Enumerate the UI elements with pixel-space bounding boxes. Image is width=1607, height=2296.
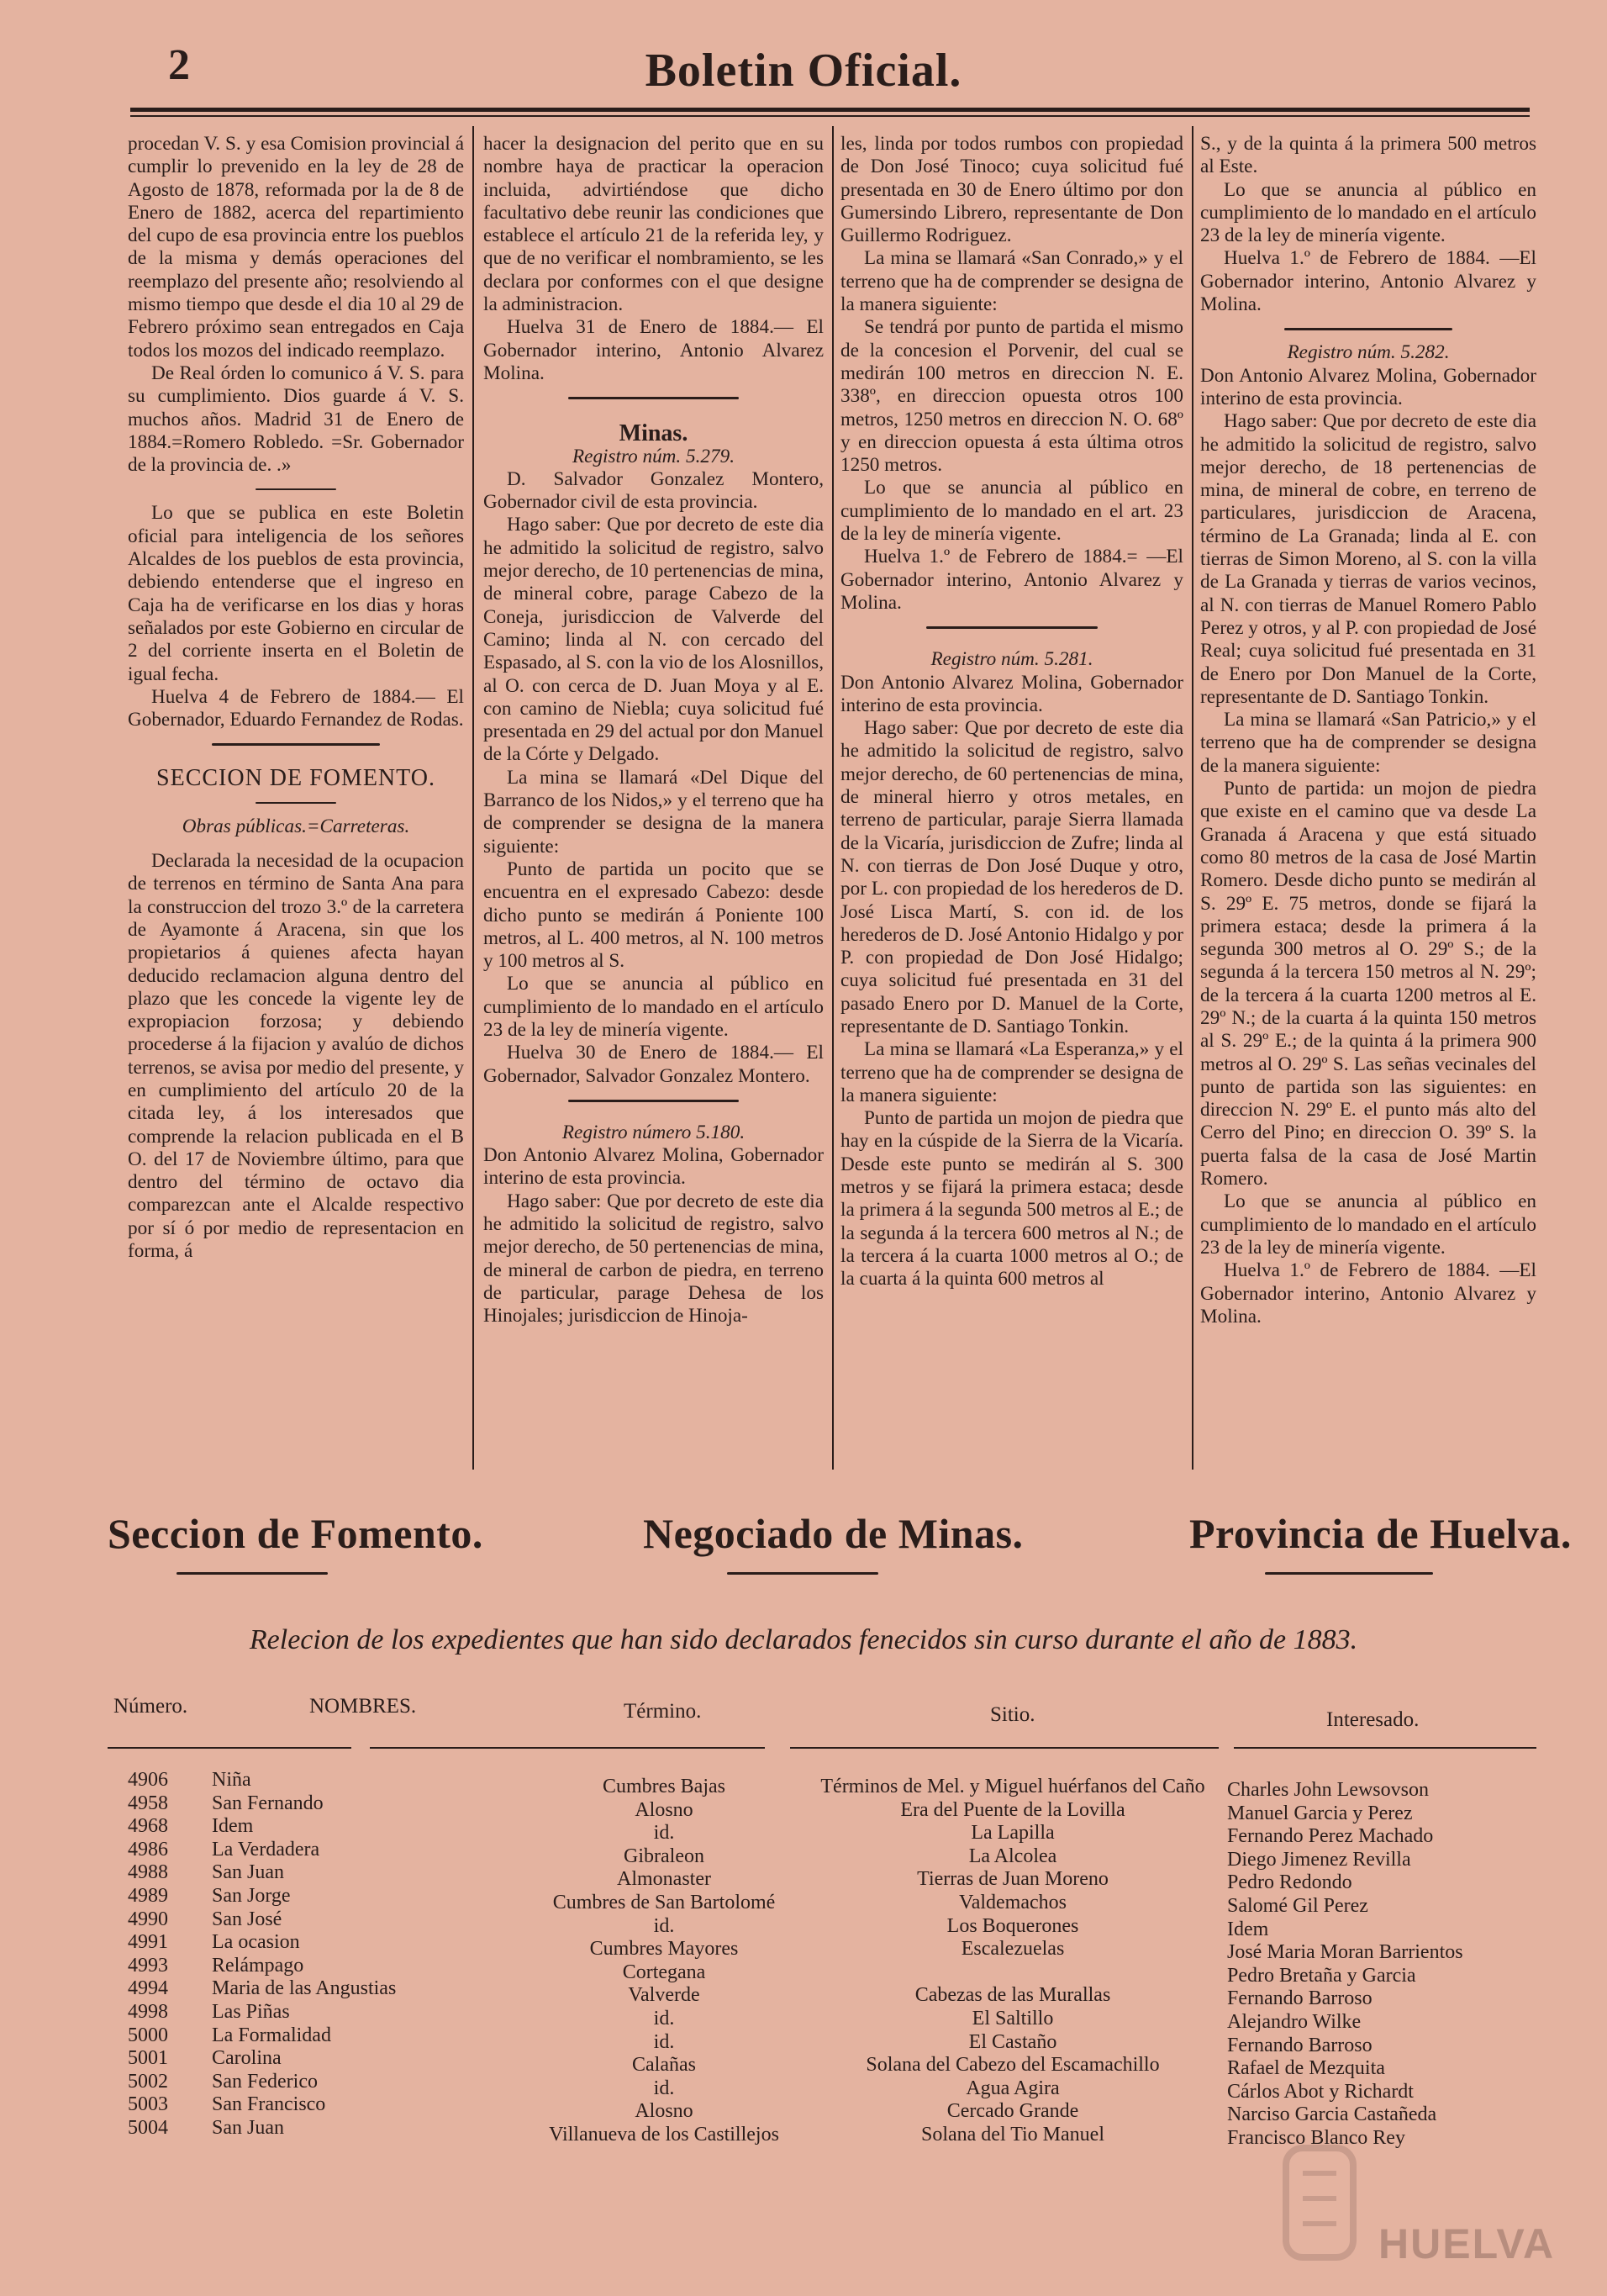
table-cell-term: Alosno <box>635 2100 693 2123</box>
section-title-right: Provincia de Huelva. <box>1189 1510 1572 1557</box>
paragraph: La mina se llamará «La Esperanza,» y el terreno que ha de comprender se designa de la manera siguiente: <box>840 1038 1183 1106</box>
table-cell-num: 4989 <box>128 1884 168 1907</box>
ornament-divider <box>128 480 464 499</box>
table-cell-num: 5001 <box>128 2047 168 2070</box>
table-cell-sitio: El Saltillo <box>972 2007 1054 2029</box>
table-cell-name: Las Piñas <box>212 2000 290 2023</box>
signature: Huelva 4 de Febrero de 1884.— El Gobernador, Eduardo Fernandez de Rodas. <box>128 685 464 731</box>
table-cell-sitio: La Lapilla <box>971 1822 1055 1845</box>
table-cell-name: San Jorge <box>212 1884 291 1907</box>
table-cell-int: Alejandro Wilke <box>1227 2010 1362 2033</box>
table-cell-int: Manuel Garcia y Perez <box>1227 1802 1413 1824</box>
signature: Huelva 1.º de Febrero de 1884.= —El Gobernador interino, Antonio Alvarez y Molina. <box>840 546 1183 614</box>
table-cell-num: 5000 <box>128 2024 168 2046</box>
table-cell-name: Maria de las Angustias <box>212 1977 397 2000</box>
ornament-divider <box>177 1572 328 1575</box>
numero-column <box>128 1769 195 2140</box>
header-rule-thin <box>130 115 1530 117</box>
ornament-divider <box>1200 319 1536 338</box>
table-cell-name: San Juan <box>212 1861 284 1884</box>
paragraph: Hago saber: Que por decreto de este dia he admitido la solicitud de registro, salvo mejor derecho, de 10 pertenencias de mina, de mineral cobre, parage Cabezo de la Coneja, jurisdiccion de Valverde del Camino; linda al N. con cercado del Espasado, al S. con la vio de los Alosnillos, al O. con cerca de D. Juan Moya y al E. con camino de Niebla; cuya solicitud fué presentada en 29 del actual por don Manuel de la Córte y Delgado. <box>483 514 824 766</box>
paragraph: hacer la designacion del perito que en su nombre haya de practicar la operacion incluida, advirtiéndose que dicho facultativo debe reunir las condiciones que establece el artículo 21 de la referida ley, y que de no verificar el nombramiento, se les declara por conformes con el que designe la administracion. <box>483 133 824 316</box>
signature: Huelva 31 de Enero de 1884.— El Gobernador interino, Antonio Alvarez Molina. <box>483 316 824 384</box>
table-cell-term: id. <box>653 2007 675 2029</box>
paragraph: La mina se llamará «San Patricio,» y el terreno que ha de comprender se designa de la manera siguiente: <box>1200 709 1536 777</box>
paragraph: D. Salvador Gonzalez Montero, Gobernador civil de esta provincia. <box>483 467 824 514</box>
column-divider <box>832 126 834 1470</box>
column-1 <box>128 133 464 1263</box>
table-cell-term: Cortegana <box>622 1961 706 1983</box>
table-cell-int: Cárlos Abot y Richardt <box>1227 2080 1414 2103</box>
paragraph: Lo que se anuncia al público en cumplimiento de lo mandado en el artículo 23 de la ley de minería vigente. <box>483 973 824 1041</box>
table-cell-sitio: Valdemachos <box>959 1891 1067 1913</box>
header-rule <box>130 108 1530 112</box>
column-3 <box>840 133 1183 1291</box>
table-cell-num: 4993 <box>128 1954 168 1977</box>
section-title-center: Negociado de Minas. <box>643 1510 1024 1557</box>
column-header-interesado: Interesado. <box>1326 1708 1420 1731</box>
table-cell-int: Narciso Garcia Castañeda <box>1227 2103 1437 2126</box>
table-cell-sitio: Solana del Cabezo del Escamachillo <box>866 2054 1160 2077</box>
signature: Huelva 1.º de Febrero de 1884. —El Gobernador interino, Antonio Alvarez y Molina. <box>1200 247 1536 316</box>
table-cell-int: Diego Jimenez Revilla <box>1227 1848 1411 1871</box>
paragraph: Lo que se anuncia al público en cumplimiento de lo mandado en el artículo 23 de la ley de minería vigente. <box>1200 178 1536 247</box>
page-number: 2 <box>168 41 190 89</box>
termino-column <box>504 1776 824 2147</box>
paragraph: De Real órden lo comunico á V. S. para su cumplimiento. Dios guarde á V. S. muchos años. Madrid 31 de Enero de 1884.=Romero Robledo. =Sr. Gobernador de la provincia de. .» <box>128 362 464 477</box>
column-header-termino: Término. <box>624 1700 702 1723</box>
table-cell-num: 5004 <box>128 2116 168 2139</box>
table-cell-int: Fernando Barroso <box>1227 2034 1373 2056</box>
table-cell-term: Cumbres Bajas <box>603 1776 725 1797</box>
table-cell-num: 4991 <box>128 1931 168 1954</box>
table-cell-term: id. <box>653 1914 675 1937</box>
table-cell-int: Fernando Barroso <box>1227 1987 1373 2010</box>
ornament-divider <box>483 388 824 407</box>
table-cell-int: Charles John Lewsovson <box>1227 1779 1429 1801</box>
paragraph: procedan V. S. y esa Comision provincial á cumplir lo prevenido en la ley de 28 de Agosto de 1878, reformada por la de 8 de Enero de 1882, acerca del repartimiento del cupo de esa provincia entre los pueblos de la misma y demás operaciones del reemplazo del presente año; resolviendo al mismo tiempo que desde el dia 10 al 29 de Febrero próximo sean entregados en Caja todos los mozos del indicado reemplazo. <box>128 133 464 362</box>
table-cell-int: Fernando Perez Machado <box>1227 1825 1434 1848</box>
registry-heading: Registro núm. 5.282. <box>1287 341 1450 364</box>
paragraph: Hago saber: Que por decreto de este dia he admitido la solicitud de registro, salvo mejor derecho, de 60 pertenencias de mina, de mineral hierro y otros metales, en terreno de particular, paraje Sierra llamada de la Vicaría, jurisdiccion de Zufre; linda al N. con tierras de Don José Duque y otro, por L. con propiedad de los herederos de D. José Lisca Martí, S. con id. de los herederos de D. José Antonio Hidalgo y por P. con propiedad de Don José Hidalgo; cuya solicitud fué presentada en 31 del pasado Enero por D. Manuel de la Corte, representante de D. Santiago Tonkin. <box>840 717 1183 1037</box>
paragraph: Don Antonio Alvarez Molina, Gobernador interino de esta provincia. <box>840 671 1183 716</box>
paragraph: Don Antonio Alvarez Molina, Gobernador interino de esta provincia. <box>1200 364 1536 409</box>
column-4 <box>1200 133 1536 1328</box>
table-cell-num: 4986 <box>128 1838 168 1861</box>
table-cell-num: 4968 <box>128 1815 168 1838</box>
table-cell-sitio: Escalezuelas <box>961 1938 1065 1961</box>
column-divider <box>472 126 474 1470</box>
nombres-column <box>212 1769 498 2140</box>
table-cell-sitio: Los Boquerones <box>946 1914 1079 1937</box>
watermark-text: HUELVA <box>1378 2220 1556 2267</box>
table-cell-name: La Verdadera <box>212 1838 320 1861</box>
section-heading: SECCION DE FOMENTO. <box>156 765 435 792</box>
ornament-divider <box>727 1572 878 1575</box>
section-title-left: Seccion de Fomento. <box>108 1510 483 1557</box>
header-rule <box>108 1747 351 1749</box>
registry-heading: Registro núm. 5.279. <box>572 445 735 467</box>
ornament-divider <box>1265 1572 1433 1575</box>
paragraph: Don Antonio Alvarez Molina, Gobernador interino de esta provincia. <box>483 1144 824 1190</box>
table-cell-sitio: Cercado Grande <box>946 2100 1079 2123</box>
ornament-divider <box>483 1091 824 1110</box>
ornament-divider <box>128 735 464 753</box>
registry-heading: Registro número 5.180. <box>561 1121 746 1143</box>
table-cell-num: 4994 <box>128 1977 168 2000</box>
table-cell-int: Salomé Gil Perez <box>1227 1894 1368 1917</box>
paragraph: les, linda por todos rumbos con propiedad de Don José Tinoco; cuya solicitud fué presentada en 30 de Enero último por don Gumersindo Librero, representante de Don Guillermo Rodriguez. <box>840 133 1183 247</box>
table-cell-int: Idem <box>1227 1918 1269 1940</box>
table-cell-sitio: Era del Puente de la Lovilla <box>900 1798 1125 1821</box>
interesado-column <box>1227 1779 1597 2151</box>
table-cell-name: Idem <box>212 1815 254 1838</box>
table-cell-num: 4998 <box>128 2000 168 2023</box>
paragraph: Lo que se publica en este Boletin oficial para inteligencia de los señores Alcaldes de los pueblos de esta provincia, debiendo entenderse que el ingreso en Caja ha de verificarse en los dias y horas señalados por este Gobierno en circular de 2 del corriente inserta en el Boletin de igual fecha. <box>128 502 464 685</box>
table-cell-term: id. <box>653 2077 675 2099</box>
table-cell-term: Gibraleon <box>624 1845 704 1867</box>
table-cell-term: Calañas <box>632 2054 696 2077</box>
table-cell-num: 4990 <box>128 1908 168 1930</box>
paragraph: Hago saber: Que por decreto de este dia he admitido la solicitud de registro, salvo mejor derecho, de 50 pertenencias de mina, de mineral de carbon de piedra, en terreno de particular, parage Dehesa de los Hinojales; jurisdiccion de Hinoja- <box>483 1190 824 1327</box>
signature: Huelva 1.º de Febrero de 1884. —El Gobernador interino, Antonio Alvarez y Molina. <box>1200 1259 1536 1327</box>
table-cell-sitio: Solana del Tio Manuel <box>920 2123 1104 2146</box>
table-cell-term: id. <box>653 1822 675 1845</box>
subsection-heading: Obras públicas.=Carreteras. <box>182 815 410 837</box>
ornament-divider <box>840 618 1183 636</box>
paragraph: Se tendrá por punto de partida el mismo de la concesion el Porvenir, del cual se medirán 100 metros en direccion N. E. 338º, en direccion opuesta otros 100 metros, 1250 metros en direccion N. O. 68º y en direccion opuesta á esta última otros 1250 metros. <box>840 316 1183 477</box>
table-cell-num: 4906 <box>128 1769 168 1791</box>
paragraph: Punto de partida un mojon de piedra que hay en la cúspide de la Sierra de la Vicaría. Desde este punto se medirán al S. 300 metros y se fijará la primera estaca; desde la primera á la segunda 500 metros al E.; de la segunda á la tercera 600 metros al N.; de la tercera á la cuarta 1000 metros al O.; de la cuarta á la quinta 600 metros al <box>840 1107 1183 1291</box>
column-header-numero: Número. <box>113 1695 188 1718</box>
table-cell-sitio: Tierras de Juan Moreno <box>917 1868 1109 1891</box>
table-cell-term: id. <box>653 2030 675 2053</box>
column-header-sitio: Sitio. <box>990 1703 1035 1726</box>
table-caption: Relecion de los expedientes que han sido declarados fenecidos sin curso durante el año de 1883. <box>249 1624 1358 1655</box>
table-cell-num: 5003 <box>128 2093 168 2116</box>
table-cell-sitio: La Alcolea <box>968 1845 1057 1867</box>
paragraph: La mina se llamará «Del Dique del Barranco de los Nidos,» y el terreno que ha de comprender se designa de la manera siguiente: <box>483 766 824 858</box>
table-cell-name: La Formalidad <box>212 2024 331 2046</box>
table-cell-num: 4988 <box>128 1861 168 1884</box>
table-cell-int: José Maria Moran Barrientos <box>1227 1941 1463 1964</box>
signature: Huelva 30 de Enero de 1884.— El Gobernador, Salvador Gonzalez Montero. <box>483 1042 824 1087</box>
table-cell-sitio: Cabezas de las Murallas <box>914 1984 1111 2007</box>
table-cell-int: Rafael de Mezquita <box>1227 2057 1385 2080</box>
paragraph: Hago saber: Que por decreto de este dia he admitido la solicitud de registro, salvo mejor derecho, de 18 pertenencias de mina, de mineral de cobre, en terreno de particulares, jurisdiccion de Aracena, término de La Granada; linda al E. con tierras de Simon Moreno, al S. con la villa de La Granada y tierras de varios vecinos, al N. con tierras de Manuel Romero Pablo Perez y otros, y al P. con propiedad de José Real; cuya solicitud fué presentada en 31 de Enero por Don Manuel de la Corte, representante de D. Santiago Tonkin. <box>1200 410 1536 708</box>
table-cell-name: San Fernando <box>212 1792 324 1814</box>
table-cell-term: Cumbres Mayores <box>589 1938 739 1961</box>
table-cell-int: Francisco Blanco Rey <box>1227 2126 1405 2149</box>
masthead-title: Boletin Oficial. <box>645 45 962 97</box>
table-cell-num: 4958 <box>128 1792 168 1814</box>
table-cell-term: Villanueva de los Castillejos <box>549 2123 779 2146</box>
table-cell-sitio: Agua Agira <box>966 2077 1060 2099</box>
paragraph: Declarada la necesidad de la ocupacion de terrenos en término de Santa Ana para la construccion del trozo 3.º de la carretera de Ayamonte á Aracena, sin que los propietarios á quienes afecta hayan deducido reclamacion alguna dentro del plazo que les concede la vigente ley de expropiacion forzosa; y debiendo procederse á la fijacion y avalúo de dichos terrenos, se avisa por medio del presente, y en cumplimiento del artículo 20 de la citada ley, á los interesados que comprende la relacion publicada en el B O. del 17 de Noviembre último, para que dentro del término de octavo dia comparezcan ante el Alcalde respectivo por sí ó por medio de representacion en forma, á <box>128 850 464 1263</box>
table-cell-name: Niña <box>212 1769 251 1791</box>
paragraph: La mina se llamará «San Conrado,» y el terreno que ha de comprender se designa de la manera siguiente: <box>840 247 1183 316</box>
table-cell-term: Cumbres de San Bartolomé <box>552 1891 776 1913</box>
table-cell-term: Alosno <box>635 1798 693 1821</box>
table-cell-name: San José <box>212 1908 282 1930</box>
paragraph: S., y de la quinta á la primera 500 metros al Este. <box>1200 133 1536 178</box>
registry-heading: Registro núm. 5.281. <box>930 648 1093 671</box>
paragraph: Lo que se anuncia al público en cumplimiento de lo mandado en el artículo 23 de la ley de minería vigente. <box>1200 1190 1536 1259</box>
table-cell-num: 5002 <box>128 2070 168 2093</box>
table-cell-name: San Juan <box>212 2116 284 2139</box>
header-rule <box>790 1747 1219 1749</box>
sitio-column <box>794 1776 1231 2147</box>
table-cell-sitio: El Castaño <box>968 2030 1057 2053</box>
table-cell-name: Relámpago <box>212 1954 304 1977</box>
paragraph: Punto de partida un pocito que se encuentra en el expresado Cabezo: desde dicho punto se medirán á Poniente 100 metros, al L. 400 metros, al N. 100 metros y 100 metros al S. <box>483 858 824 973</box>
table-cell-name: La ocasion <box>212 1931 300 1954</box>
table-cell-sitio <box>794 1961 1231 1985</box>
table-cell-name: San Federico <box>212 2070 318 2093</box>
table-cell-term: Valverde <box>628 1984 700 2007</box>
table-cell-int: Pedro Bretaña y Garcia <box>1227 1964 1416 1987</box>
paragraph: Lo que se anuncia al público en cumplimiento de lo mandado en el art. 23 de la ley de minería vigente. <box>840 477 1183 546</box>
table-cell-sitio: Términos de Mel. y Miguel huérfanos del Caño <box>820 1776 1205 1797</box>
header-rule <box>370 1747 765 1749</box>
column-header-nombres: NOMBRES. <box>309 1695 417 1718</box>
section-heading: Minas. <box>619 420 688 447</box>
ornament-divider <box>128 794 464 812</box>
table-cell-name: San Francisco <box>212 2093 326 2116</box>
column-divider <box>1192 126 1193 1470</box>
table-cell-name: Carolina <box>212 2047 282 2070</box>
paragraph: Punto de partida: un mojon de piedra que existe en el camino que va desde La Granada á Aracena y que está situado como 80 metros de la casa de José Martin Romero. Desde dicho punto se medirán al S. 29º E. 75 metros, donde se fijará la primera estaca; desde la primera á la segunda 300 metros al O. 29º S.; de la segunda á la tercera 150 metros al N. 29º; de la tercera á la cuarta 1200 metros al E. 29º N.; de la cuarta á la quinta 150 metros al S. 29º E.; de la quinta á la primera 900 metros al O. 29º S. Las señas vecinales del punto de partida son las siguientes: en direccion N. 29º E. el punto más alto del Cerro del Pino; en direccion O. 39º S. la puerta falsa de la casa de José Martin Romero. <box>1200 778 1536 1190</box>
column-2 <box>483 133 824 1328</box>
table-cell-int: Pedro Redondo <box>1227 1871 1352 1894</box>
header-rule <box>1234 1747 1536 1749</box>
table-cell-term: Almonaster <box>617 1868 711 1891</box>
